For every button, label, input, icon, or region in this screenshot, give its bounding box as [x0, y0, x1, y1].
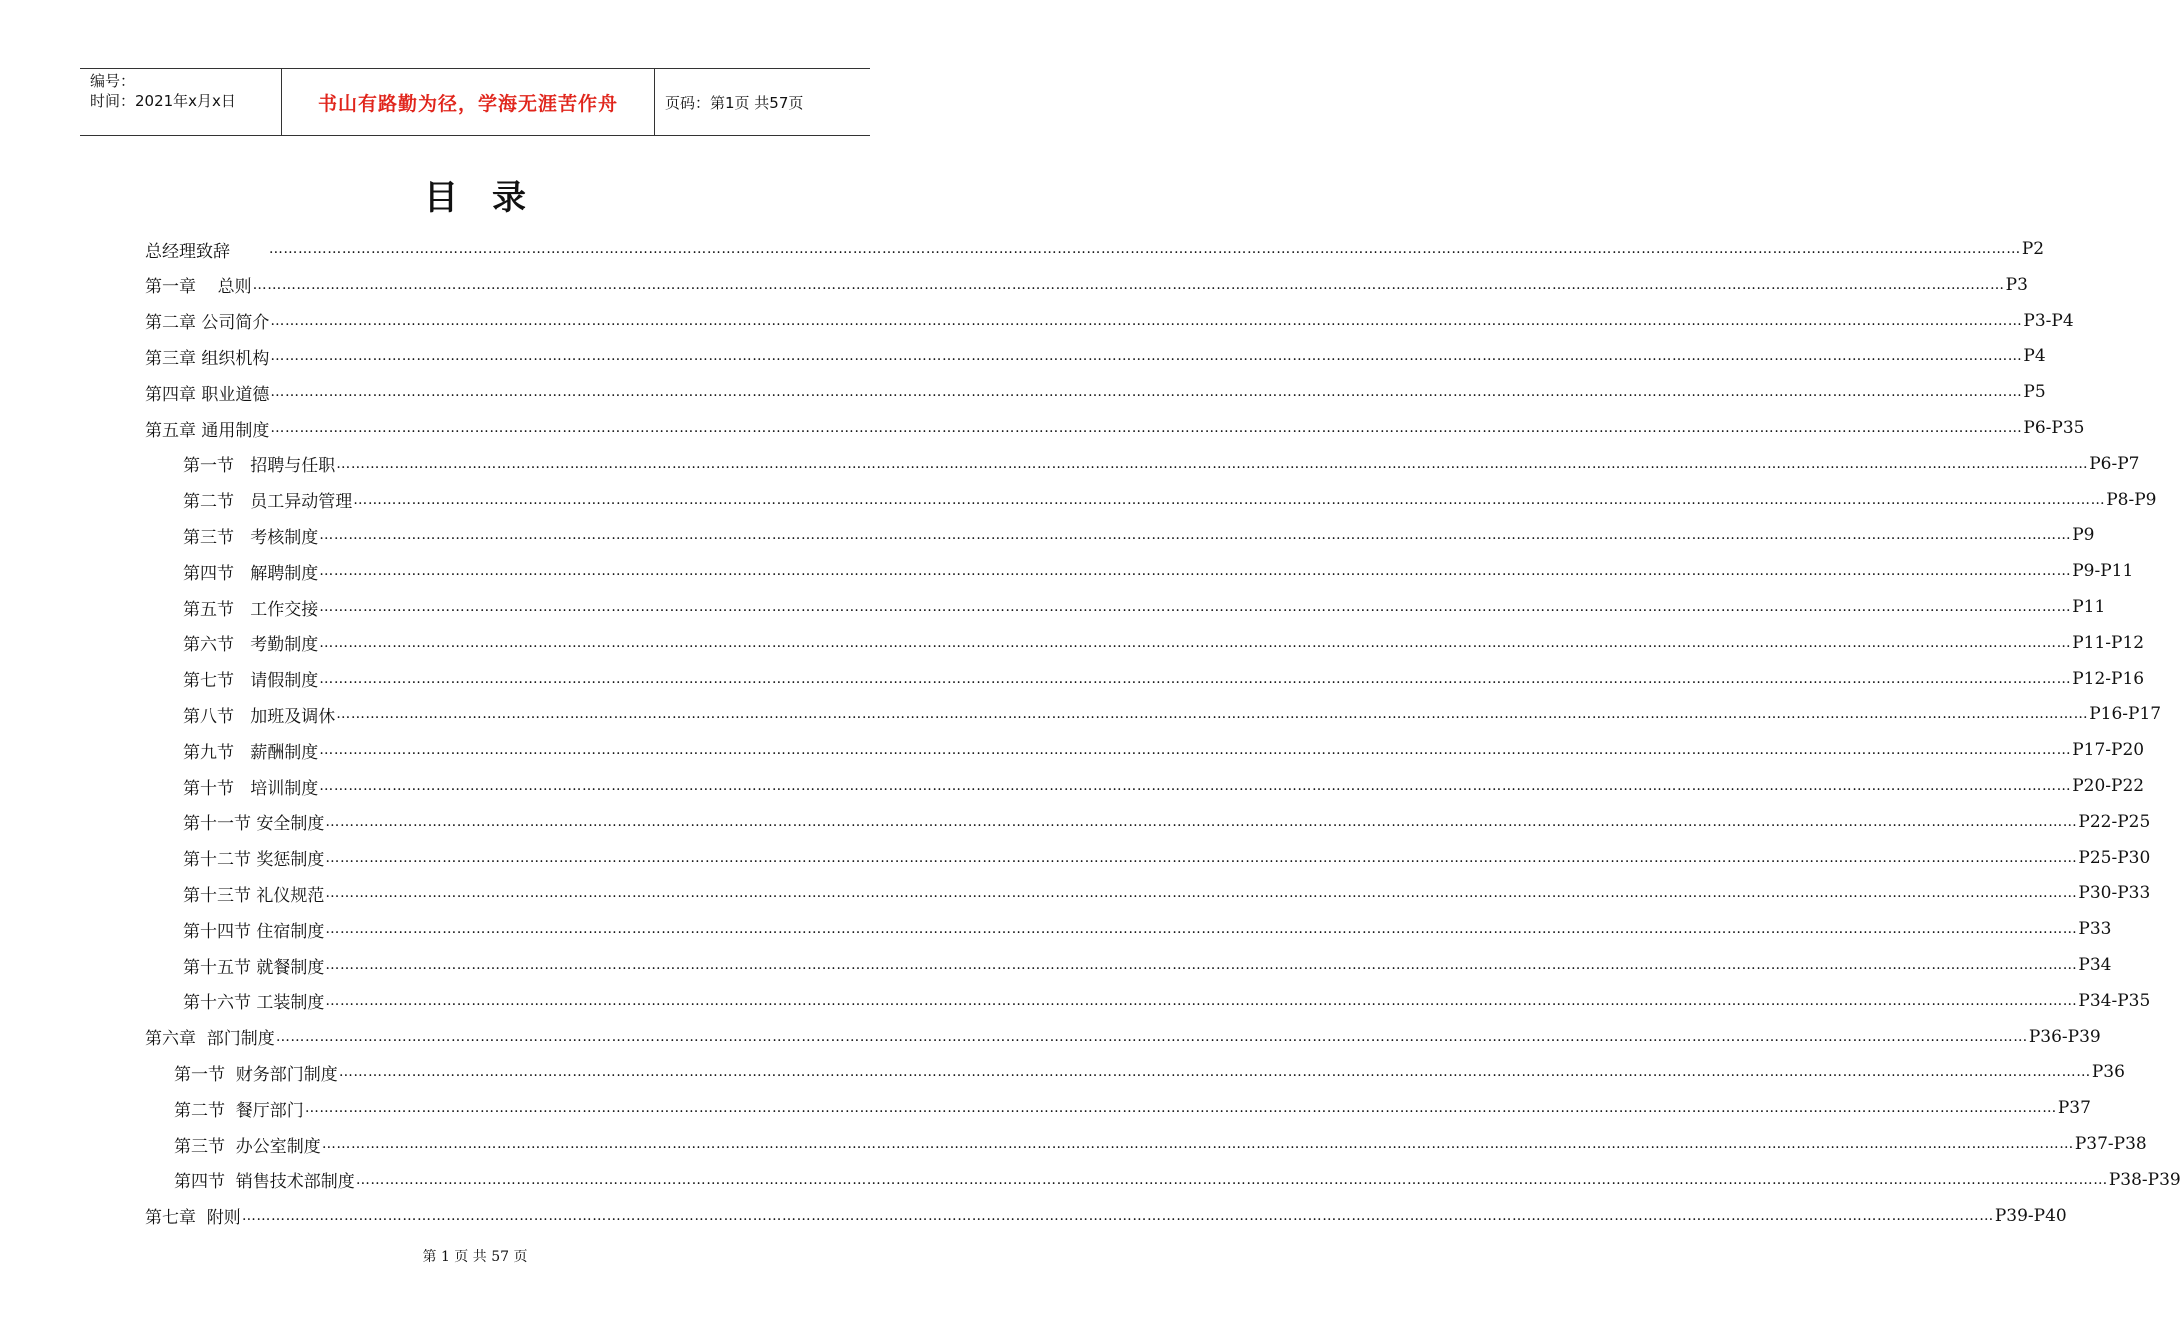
toc-entry-label: 第一章 总则	[145, 277, 252, 298]
toc-entry-page: P22-P25	[2078, 811, 2151, 832]
toc-entry-label: 第五节 工作交接	[183, 599, 319, 620]
toc-entry-page: P36-P39	[2028, 1026, 2101, 1047]
toc-entry-label: 第十四节 住宿制度	[183, 921, 325, 942]
toc-entry-page: P11-P12	[2072, 632, 2145, 653]
toc-entry-label: 第二章 公司简介	[145, 313, 270, 334]
toc-entry	[145, 231, 2045, 267]
toc-entry	[183, 446, 2140, 482]
toc-dot-leader: ………………………………………………………………………………………………………………………………………………………………………………………………………………………………………………………………………………………………………………………………	[336, 455, 2089, 472]
toc-entry-label: 第七章 附则	[145, 1208, 241, 1229]
toc-dot-leader: ………………………………………………………………………………………………………………………………………………………………………………………………………………………………………………………………………………………………………………………………	[325, 813, 2078, 830]
toc-entry	[183, 804, 2151, 840]
toc-entry-label: 第三节 办公室制度	[174, 1136, 321, 1157]
toc-dot-leader: ………………………………………………………………………………………………………………………………………………………………………………………………………………………………………………………………………………………………………………………………	[355, 1171, 2108, 1188]
toc-entry-page: P25-P30	[2078, 847, 2151, 868]
toc-dot-leader: ………………………………………………………………………………………………………………………………………………………………………………………………………………………………………………………………………………………………………………………………	[338, 1064, 2091, 1081]
toc-entry	[174, 1126, 2147, 1162]
toc-entry-label: 第三节 考核制度	[183, 527, 319, 548]
toc-entry	[183, 625, 2145, 661]
toc-entry-page: P30-P33	[2078, 883, 2151, 904]
toc-dot-leader: ………………………………………………………………………………………………………………………………………………………………………………………………………………………………………………………………………………………………………………………………	[241, 1207, 1994, 1224]
toc-dot-leader: ………………………………………………………………………………………………………………………………………………………………………………………………………………………………………………………………………………………………………………………………	[319, 778, 2072, 794]
toc-entry-label: 第十五节 就餐制度	[183, 957, 325, 978]
toc-dot-leader: ………………………………………………………………………………………………………………………………………………………………………………………………………………………………………………………………………………………………………………………………	[270, 312, 2023, 329]
toc-entry	[145, 267, 2028, 303]
toc-entry	[145, 338, 2046, 374]
toc-entry-page: P12-P16	[2072, 668, 2145, 689]
toc-dot-leader: ………………………………………………………………………………………………………………………………………………………………………………………………………………………………………………………………………………………………………………………………	[325, 957, 2078, 973]
toc-entry-page: P3	[2005, 274, 2028, 295]
toc-entry-page: P39-P40	[1994, 1205, 2067, 1226]
toc-entry-page: P2	[2021, 239, 2045, 259]
toc-entry	[183, 517, 2095, 553]
toc-entry	[183, 947, 2112, 983]
page-footer: 第 1 页 共 57 页	[422, 1249, 528, 1265]
toc-entry-page: P34	[2078, 955, 2112, 975]
toc-dot-leader: ………………………………………………………………………………………………………………………………………………………………………………………………………………………………………………………………………………………………………………………………	[270, 420, 2023, 436]
toc-entry	[145, 410, 2085, 446]
toc-entry-page: P34-P35	[2078, 990, 2151, 1011]
toc-entry-label: 第十三节 礼仪规范	[183, 885, 325, 906]
toc-entry	[183, 482, 2157, 518]
toc-entry-page: P6-P35	[2023, 418, 2085, 438]
toc-entry-label: 第三章 组织机构	[145, 348, 270, 369]
toc-entry-label: 第十六节 工装制度	[183, 993, 325, 1014]
toc-entry-label: 第四章 职业道德	[145, 384, 270, 405]
toc-entry-label: 第四节 销售技术部制度	[174, 1172, 355, 1193]
toc-dot-leader: ………………………………………………………………………………………………………………………………………………………………………………………………………………………………………………………………………………………………………………………………	[336, 706, 2089, 723]
toc-entry	[183, 661, 2145, 697]
toc-entry	[145, 374, 2046, 410]
toc-entry-page: P16-P17	[2089, 704, 2162, 725]
toc-entry-label: 第一节 招聘与任职	[183, 456, 336, 477]
header-meta	[80, 69, 282, 135]
toc-entry-label: 第二节 员工异动管理	[183, 492, 353, 513]
toc-dot-leader: ………………………………………………………………………………………………………………………………………………………………………………………………………………………………………………………………………………………………………………………………	[319, 599, 2072, 615]
page-title: 目录	[424, 178, 560, 218]
toc-entry	[183, 983, 2151, 1019]
toc-entry	[145, 1198, 2067, 1234]
header-page-info: 页码：第1页 共57页	[665, 93, 804, 112]
toc-dot-leader: ………………………………………………………………………………………………………………………………………………………………………………………………………………………………………………………………………………………………………………………………	[321, 1136, 2074, 1152]
toc-entry	[174, 1090, 2091, 1126]
toc-dot-leader: ………………………………………………………………………………………………………………………………………………………………………………………………………………………………………………………………………………………………………………………………	[319, 634, 2072, 651]
toc-entry-page: P17-P20	[2072, 740, 2145, 761]
toc-dot-leader: ………………………………………………………………………………………………………………………………………………………………………………………………………………………………………………………………………………………………………………………………	[252, 276, 2005, 293]
toc-dot-leader: ………………………………………………………………………………………………………………………………………………………………………………………………………………………………………………………………………………………………………………………………	[270, 384, 2023, 401]
toc-dot-leader: ………………………………………………………………………………………………………………………………………………………………………………………………………………………………………………………………………………………………………………………………	[319, 742, 2072, 759]
toc-entry	[183, 589, 2106, 625]
toc-entry-label: 第二节 餐厅部门	[174, 1100, 304, 1121]
toc-entry	[174, 1162, 2181, 1198]
toc-entry-page: P9-P11	[2072, 561, 2134, 582]
header-motto: 书山有路勤为径，学海无涯苦作舟	[282, 69, 655, 135]
toc-entry-label: 第六章 部门制度	[145, 1029, 275, 1050]
toc-entry-label: 第十二节 奖惩制度	[183, 850, 325, 871]
page-header	[80, 68, 870, 136]
toc-entry-page: P37	[2057, 1098, 2091, 1119]
toc-dot-leader: ………………………………………………………………………………………………………………………………………………………………………………………………………………………………………………………………………………………………………………………………	[304, 1100, 2057, 1117]
toc-entry-page: P8-P9	[2106, 489, 2157, 510]
toc-entry	[183, 840, 2151, 876]
toc-entry-label: 第一节 财务部门制度	[174, 1064, 338, 1085]
toc-entry-label: 第六节 考勤制度	[183, 635, 319, 656]
toc-dot-leader: ………………………………………………………………………………………………………………………………………………………………………………………………………………………………………………………………………………………………………………………………	[325, 849, 2078, 866]
toc-entry-label: 总经理致辞	[145, 241, 268, 262]
toc-entry-label: 第五章 通用制度	[145, 420, 270, 441]
toc-entry-label: 第十一节 安全制度	[183, 814, 325, 835]
toc-entry-label: 第九节 薪酬制度	[183, 742, 319, 763]
document-number-label: 编号：	[90, 72, 136, 90]
toc-dot-leader: ………………………………………………………………………………………………………………………………………………………………………………………………………………………………………………………………………………………………………………………………	[325, 992, 2078, 1009]
toc-dot-leader: ………………………………………………………………………………………………………………………………………………………………………………………………………………………………………………………………………………………………………………………………	[275, 1028, 2028, 1045]
toc-entry-page: P38-P39	[2108, 1169, 2181, 1190]
toc-entry-label: 第十节 培训制度	[183, 778, 319, 799]
toc-entry-label: 第八节 加班及调休	[183, 706, 336, 727]
toc-entry-page: P20-P22	[2072, 776, 2145, 796]
toc-dot-leader: ………………………………………………………………………………………………………………………………………………………………………………………………………………………………………………………………………………………………………………………………	[270, 348, 2023, 365]
toc-dot-leader: ………………………………………………………………………………………………………………………………………………………………………………………………………………………………………………………………………………………………………………………………	[268, 241, 2021, 257]
toc-entry	[183, 911, 2112, 947]
toc-entry	[183, 768, 2145, 804]
toc-entry	[145, 1019, 2101, 1055]
toc-entry	[183, 696, 2162, 732]
toc-entry	[183, 732, 2145, 768]
toc-dot-leader: ………………………………………………………………………………………………………………………………………………………………………………………………………………………………………………………………………………………………………………………………	[319, 563, 2072, 580]
toc-entry-page: P36	[2091, 1062, 2125, 1083]
toc-entry-page: P9	[2072, 525, 2095, 546]
toc-entry-page: P5	[2023, 382, 2046, 403]
toc-dot-leader: ………………………………………………………………………………………………………………………………………………………………………………………………………………………………………………………………………………………………………………………………	[319, 670, 2072, 687]
toc-entry	[145, 303, 2074, 339]
toc-entry-page: P37-P38	[2074, 1134, 2147, 1154]
toc-entry-page: P11	[2072, 597, 2106, 617]
toc-dot-leader: ………………………………………………………………………………………………………………………………………………………………………………………………………………………………………………………………………………………………………………………………	[353, 491, 2106, 508]
toc-dot-leader: ………………………………………………………………………………………………………………………………………………………………………………………………………………………………………………………………………………………………………………………………	[325, 921, 2078, 938]
toc-entry-page: P4	[2023, 346, 2046, 367]
toc-entry	[174, 1054, 2125, 1090]
toc-entry-label: 第七节 请假制度	[183, 671, 319, 692]
toc-dot-leader: ………………………………………………………………………………………………………………………………………………………………………………………………………………………………………………………………………………………………………………………………	[325, 885, 2078, 902]
toc-entry-page: P3-P4	[2023, 310, 2074, 331]
toc-entry	[183, 553, 2134, 589]
toc-entry	[183, 875, 2151, 911]
toc-dot-leader: ………………………………………………………………………………………………………………………………………………………………………………………………………………………………………………………………………………………………………………………………	[319, 527, 2072, 544]
document-time-label: 时间：2021年x月x日	[90, 92, 236, 110]
toc-entry-page: P33	[2078, 919, 2112, 940]
toc-entry-page: P6-P7	[2089, 453, 2140, 474]
toc-entry-label: 第四节 解聘制度	[183, 563, 319, 584]
